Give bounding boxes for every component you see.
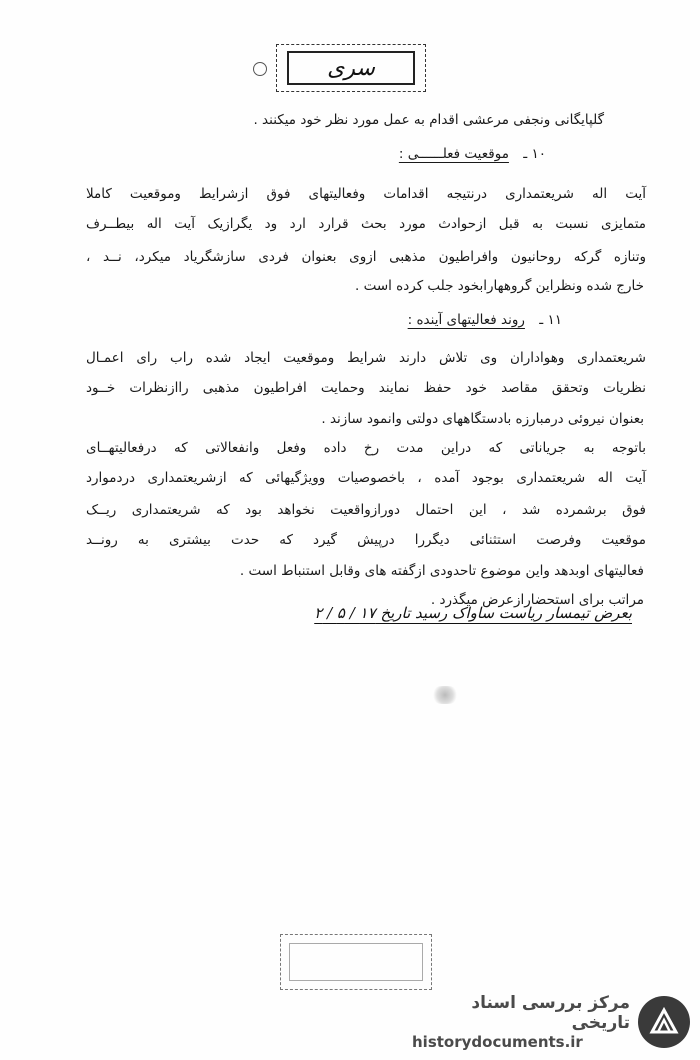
section-number: ۱۰ ـ bbox=[523, 146, 546, 162]
ink-smudge bbox=[432, 686, 458, 704]
text-line: متمایزی نسبت به قبل ازحوادث مورد بحث قرارد ارد ود یگرازیک آیت اله بیطــرف bbox=[86, 216, 646, 232]
text-line: آیت اله شریعتمداری درنتیجه اقدامات وفعالیتهای فوق ازشرایط وموقعیت کاملا bbox=[86, 186, 646, 202]
handwritten-annotation: بعرض تیمسار ریاست ساواک رسید تاریخ ۱۷ / ۵ / ۲ bbox=[314, 604, 632, 622]
text-line: خارج شده ونظراین گروههارابخود جلب کرده است . bbox=[354, 278, 644, 294]
text-line: باتوجه به جریاناتی که دراین مدت رخ داده وفعل وانفعالاتی که درفعالیتهــای bbox=[86, 440, 646, 456]
text-line: وتنازه گرکه روحانیون وافراطیون مذهبی ازوی بعنوان فردی سازشگریاد میکرد، نــد ، bbox=[86, 249, 646, 265]
text-line: گلپایگانی ونجفی مرعشی اقدام به عمل مورد نظر خود میکنند . bbox=[253, 112, 604, 128]
text-line: شریعتمداری وهواداران وی تلاش دارند شرایط وموقعیت ایجاد شده راب رای اعمـال bbox=[86, 350, 646, 366]
text-line: بعنوان نیروئی درمبارزه بادستگاههای دولتی وانمود سازند . bbox=[321, 411, 644, 427]
section-heading-10 bbox=[399, 146, 546, 162]
section-title: روند فعالیتهای آینده : bbox=[407, 312, 525, 328]
watermark-url: historydocuments.ir bbox=[412, 1033, 583, 1051]
text-line: آیت اله شریعتمداری بوجود آمده ، باخصوصیات وویژگیهائی که ازشریعتمداری دردموارد bbox=[86, 470, 646, 486]
faint-stamp-mark bbox=[280, 934, 432, 990]
section-number: ۱۱ ـ bbox=[539, 312, 562, 328]
section-heading-11 bbox=[408, 312, 562, 328]
archive-logo-icon bbox=[638, 996, 690, 1048]
classification-stamp-label: سری bbox=[287, 51, 415, 85]
text-line: موقعیت وفرصت استثنائی دیگررا درپیش گیرد که حدت بیشتری به رونــد bbox=[86, 532, 646, 548]
watermark-title: مرکز بررسی اسناد تاریخی bbox=[471, 993, 630, 1033]
stamp-circle-mark bbox=[253, 62, 267, 76]
classification-stamp bbox=[276, 44, 426, 92]
watermark bbox=[412, 994, 690, 1050]
text-line: نظریات وتحقق مقاصد خود حفظ نمایند وحمایت افراطیون مذهبی راازنظرات خــود bbox=[86, 380, 646, 396]
section-title: موقعیت فعلــــــی : bbox=[398, 146, 509, 162]
text-line: مراتب برای استحضارازعرض میگذرد . bbox=[430, 592, 644, 608]
text-line: فعالیتهای اوبدهد واین موضوع تاحدودی ازگفته های وقابل استنباط است . bbox=[239, 563, 644, 579]
text-line: فوق برشمرده شد ، این احتمال دورازواقعیت نخواهد بود که شریعتمداری ریــک bbox=[86, 502, 646, 518]
